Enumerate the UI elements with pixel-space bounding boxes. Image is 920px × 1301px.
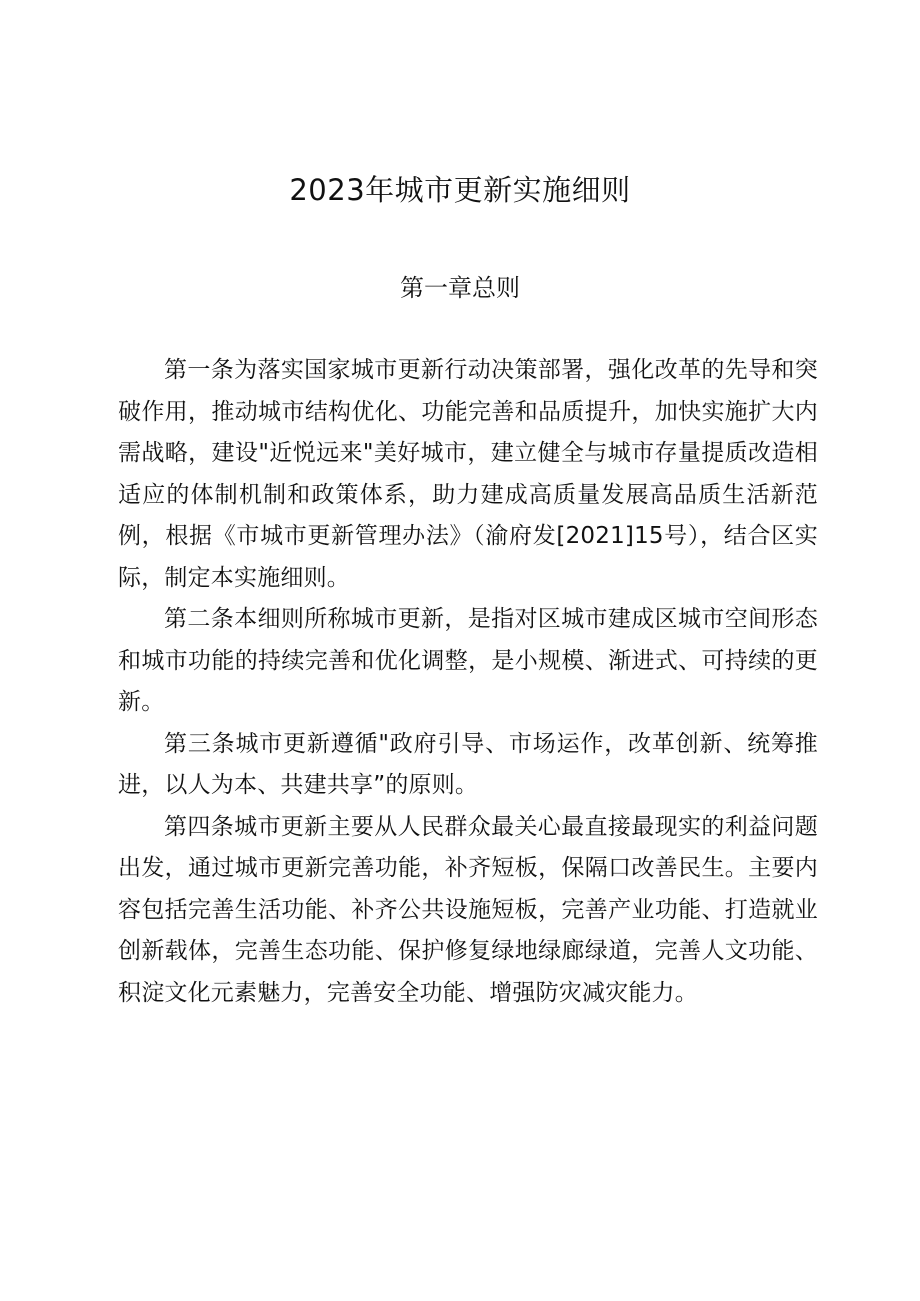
- article-1-paragraph: 第一条为落实国家城市更新行动决策部署，强化改革的先导和突破作用，推动城市结构优化、功能完善和品质提升，加快实施扩大内需战略，建设"近悦远来"美好城市，建立健全与城市存量提质改造相适应的体制机制和政策体系，助力建成高质量发展高品质生活新范例，根据《市城市更新管理办法》（渝府发[2021]15号），结合区实际，制定本实施细则。: [118, 357, 818, 591]
- document-title: 2023年城市更新实施细则: [289, 173, 631, 207]
- document-body: [118, 350, 818, 1014]
- chapter-title: 第一章总则: [400, 274, 520, 302]
- article-4-paragraph: 第四条城市更新主要从人民群众最关心最直接最现实的利益问题出发，通过城市更新完善功能，补齐短板，保隔口改善民生。主要内容包括完善生活功能、补齐公共设施短板，完善产业功能、打造就业创新载体，完善生态功能、保护修复绿地绿廊绿道，完善人文功能、积淀文化元素魅力，完善安全功能、增强防灾减灾能力。: [118, 813, 818, 1006]
- article-2-paragraph: 第二条本细则所称城市更新，是指对区城市建成区城市空间形态和城市功能的持续完善和优化调整，是小规模、渐进式、可持续的更新。: [118, 606, 818, 715]
- article-3-paragraph: 第三条城市更新遵循"政府引导、市场运作，改革创新、统筹推进，以人为本、共建共享”的原则。: [118, 730, 818, 798]
